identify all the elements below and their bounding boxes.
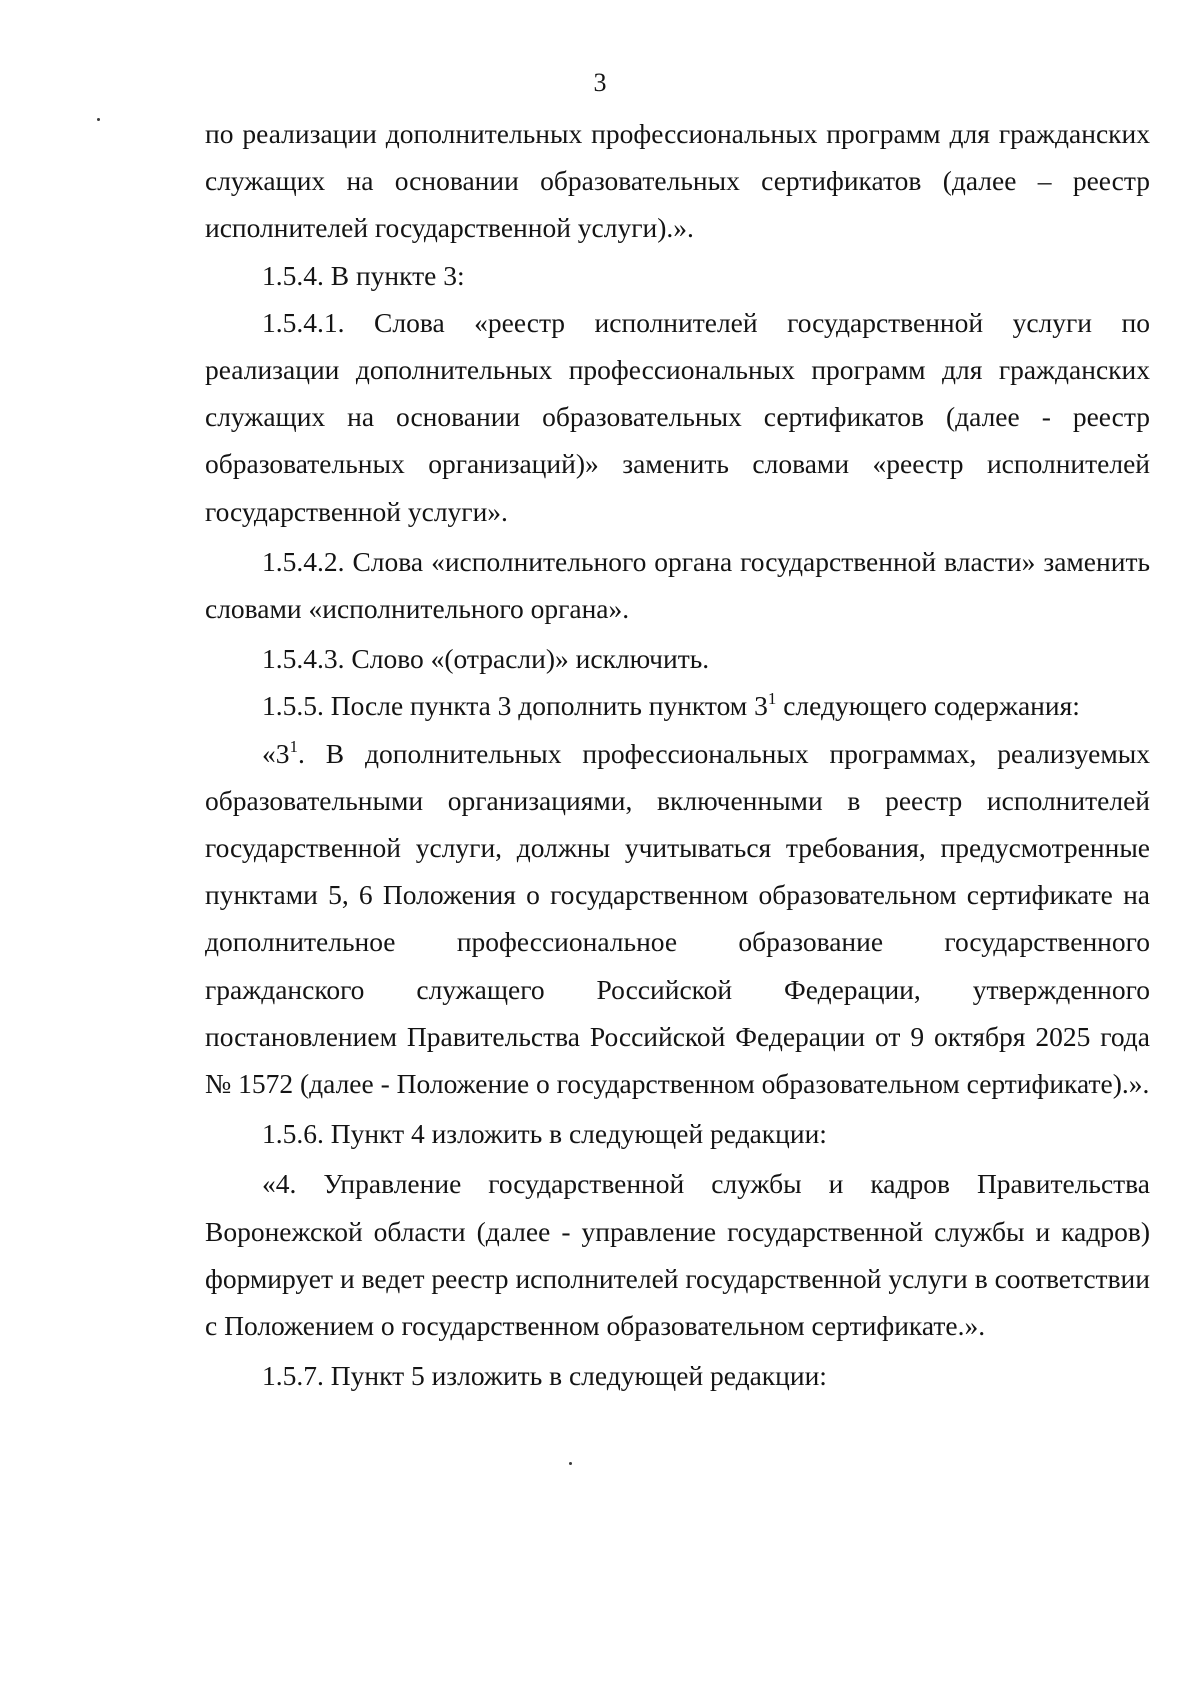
paragraph-1-5-6: 1.5.6. Пункт 4 изложить в следующей редакции: bbox=[262, 1118, 827, 1150]
page-number: 3 bbox=[593, 68, 607, 97]
paragraph-1-5-4-3: 1.5.4.3. Слово «(отрасли)» исключить. bbox=[262, 643, 710, 675]
paragraph-continuation: по реализации дополнительных профессиональных программ для гражданских служащих на основании образовательных сертификатов (далее – реестр исполнителей государственной услуги).». bbox=[205, 118, 1150, 244]
paragraph-1-5-5-text: 1.5.5. После пункта 3 дополнить пунктом 3 bbox=[262, 690, 768, 722]
scan-speck-bottom bbox=[569, 1462, 572, 1465]
scan-speck-top-left bbox=[97, 118, 100, 121]
superscript-1: 1 bbox=[289, 736, 298, 756]
paragraph-point-3-1-start: «3 bbox=[262, 737, 290, 769]
paragraph-1-5-5 bbox=[205, 682, 1150, 729]
paragraph-1-5-4: 1.5.4. В пункте 3: bbox=[262, 259, 465, 291]
paragraph-point-4: «4. Управление государственной службы и кадров Правительства Воронежской области (далее - управление государственной службы и кадров) формирует и ведет реестр исполнителей государственной услуги в соответствии с Положением о государственном образовательном сертификате.». bbox=[205, 1168, 1150, 1342]
paragraph-1-5-7: 1.5.7. Пункт 5 изложить в следующей редакции: bbox=[262, 1360, 827, 1392]
superscript-1: 1 bbox=[767, 689, 777, 709]
paragraph-1-5-4-1: 1.5.4.1. Слова «реестр исполнителей государственной услуги по реализации дополнительных профессиональных программ для гражданских служащих на основании образовательных сертификатов (далее - реестр образовательных организаций)» заменить словами «реестр исполнителей государственной услуги». bbox=[205, 306, 1150, 527]
document-body bbox=[205, 110, 1150, 1399]
paragraph-point-3-1 bbox=[205, 730, 1150, 1108]
paragraph-point-3-1-text: . В дополнительных профессиональных программах, реализуемых образовательными организациями, включенными в реестр исполнителей государственной услуги, должны учитываться требования, предусмотренные пунктами 5, 6 Положения о государственном образовательном сертификате на дополнительное профессиональное образование государственного гражданского служащего Российской Федерации, утвержденного постановлением Правительства Российской Федерации от 9 октября 2025 года № 1572 (далее - Положение о государственном образовательном сертификате).». bbox=[205, 737, 1150, 1100]
paragraph-1-5-4-2: 1.5.4.2. Слова «исполнительного органа государственной власти» заменить словами «исполнительного органа». bbox=[205, 545, 1150, 625]
paragraph-1-5-5-text-end: следующего содержания: bbox=[776, 690, 1080, 722]
